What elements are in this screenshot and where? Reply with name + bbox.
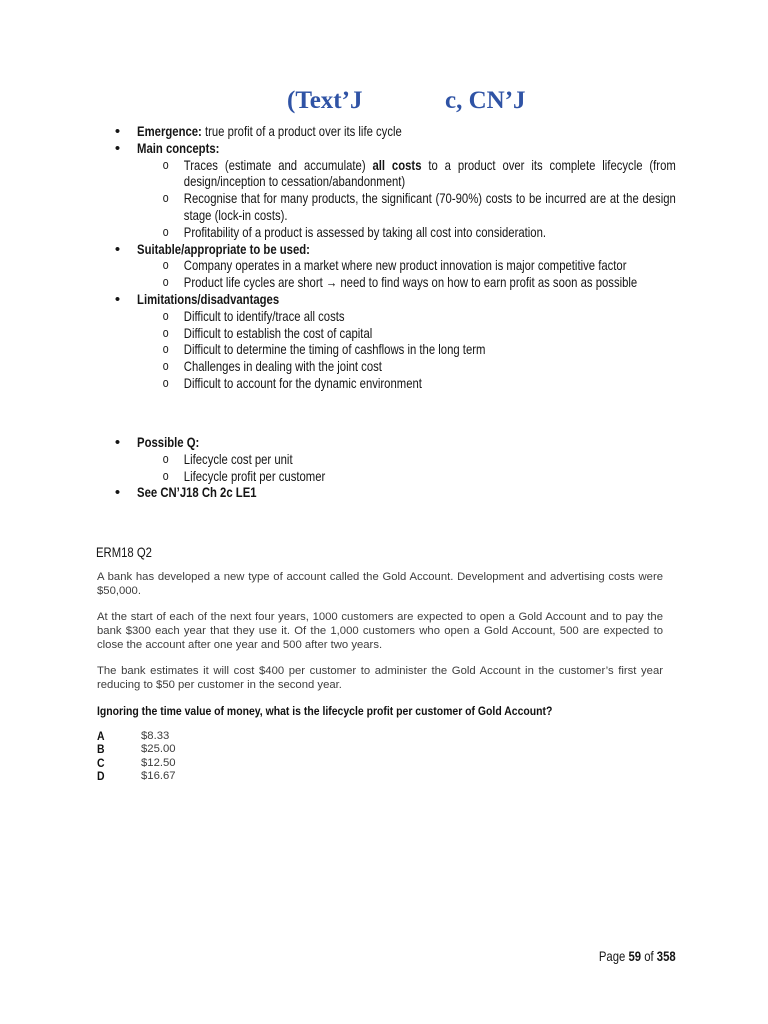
main-concepts-item: o Profitability of a product is assessed by taking all cost into consideration. bbox=[110, 225, 676, 242]
option-letter: B bbox=[97, 742, 105, 757]
answer-option bbox=[97, 743, 663, 756]
bullet-emergence bbox=[110, 124, 676, 141]
emergence-text: true profit of a product over its life cycle bbox=[204, 124, 402, 139]
option-letter: A bbox=[97, 729, 105, 743]
traces-text-bold: all costs bbox=[372, 157, 422, 173]
answer-option bbox=[97, 770, 663, 783]
answer-option bbox=[97, 730, 663, 743]
see-also-text: See CN’J18 Ch 2c LE1 bbox=[137, 485, 257, 501]
possible-q-item: o Lifecycle cost per unit bbox=[110, 452, 676, 469]
emergence-label: Emergence: bbox=[137, 124, 202, 139]
question-paragraph: At the start of each of the next four years, 1000 customers are expected to open a Gold Account and to pay the bank $300 each year that they use it. Of the 1,000 customers who open a Gold Account, 500 are expected to close the account after one year and 500 after two years. bbox=[97, 611, 663, 651]
question-paragraph: The bank estimates it will cost $400 per customer to administer the Gold Account in the customer’s first year reducing to $50 per customer in the second year. bbox=[97, 665, 663, 691]
limitations-label: Limitations/disadvantages bbox=[137, 291, 280, 307]
traces-text-before: Traces (estimate and accumulate) bbox=[183, 157, 366, 173]
option-value: $25.00 bbox=[141, 743, 176, 756]
question-prompt: Ignoring the time value of money, what is the lifecycle profit per customer of Gold Account? bbox=[97, 704, 553, 718]
answer-options bbox=[97, 730, 663, 783]
section-emergence bbox=[110, 124, 676, 141]
section-main-concepts bbox=[110, 141, 676, 242]
limitations-item: o Challenges in dealing with the joint cost bbox=[110, 359, 676, 376]
option-letter: C bbox=[97, 755, 105, 770]
possible-q-label: Possible Q: bbox=[137, 434, 200, 450]
page-title bbox=[0, 86, 768, 116]
question-block bbox=[97, 570, 663, 783]
footer-page-number: 59 bbox=[628, 949, 642, 964]
main-concepts-item-traces bbox=[110, 158, 676, 192]
title-part-right: c, CN’J bbox=[445, 87, 526, 114]
bullet-possible-q bbox=[110, 435, 676, 452]
page-number-footer bbox=[599, 949, 676, 966]
lifecycle-costing-notes bbox=[110, 124, 676, 502]
option-value: $8.33 bbox=[141, 730, 170, 742]
option-value: $16.67 bbox=[141, 769, 176, 782]
possible-q-item: o Lifecycle profit per customer bbox=[110, 469, 676, 486]
main-concepts-label: Main concepts: bbox=[137, 140, 220, 156]
title-part-left: (Text’J bbox=[287, 87, 363, 114]
limitations-item: o Difficult to account for the dynamic environment bbox=[110, 376, 676, 393]
limitations-item: o Difficult to establish the cost of capital bbox=[110, 326, 676, 343]
question-paragraph: A bank has developed a new type of account called the Gold Account. Development and advertising costs were $50,000. bbox=[97, 571, 663, 597]
main-concepts-item: o Recognise that for many products, the significant (70-90%) costs to be incurred are at the design stage (lock-in costs). bbox=[110, 191, 676, 225]
bullet-limitations bbox=[110, 292, 676, 309]
option-value: $12.50 bbox=[141, 756, 176, 769]
footer-prefix: Page bbox=[599, 949, 626, 964]
bullet-main-concepts bbox=[110, 141, 676, 158]
bullet-see-also bbox=[110, 485, 676, 502]
limitations-item: o Difficult to identify/trace all costs bbox=[110, 309, 676, 326]
answer-option bbox=[97, 757, 663, 770]
section-limitations bbox=[110, 292, 676, 393]
section-possible-q bbox=[110, 435, 676, 502]
suitable-item: o Company operates in a market where new product innovation is major competitive factor bbox=[110, 258, 676, 275]
limitations-item: o Difficult to determine the timing of cashflows in the long term bbox=[110, 342, 676, 359]
bullet-suitable bbox=[110, 242, 676, 259]
footer-of: of bbox=[644, 949, 654, 964]
suitable-label: Suitable/appropriate to be used: bbox=[137, 241, 310, 257]
traces-text-after: to a product over its complete lifecycle (from design/inception to cessation/abandonment) bbox=[183, 157, 676, 190]
suitable-item: o Product life cycles are short → need to find ways on how to earn profit as soon as possible bbox=[110, 275, 676, 292]
question-reference: ERM18 Q2 bbox=[96, 545, 152, 560]
section-suitable bbox=[110, 242, 676, 292]
option-letter: D bbox=[97, 768, 105, 783]
footer-total-pages: 358 bbox=[657, 949, 676, 964]
